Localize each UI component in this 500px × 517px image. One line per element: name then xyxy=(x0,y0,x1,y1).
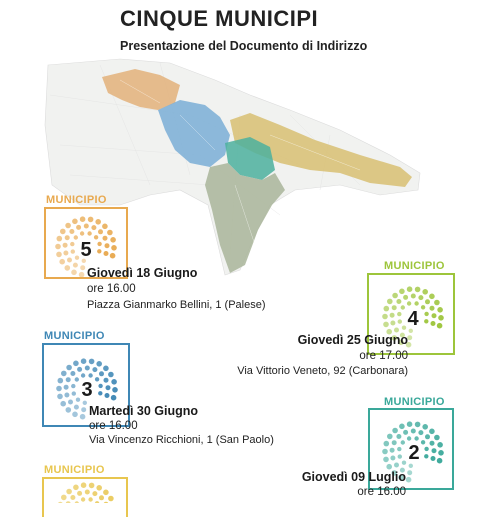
decor-dot xyxy=(398,454,402,458)
decor-dot xyxy=(111,245,117,251)
event-3-date: Martedì 30 Giugno xyxy=(89,404,199,418)
decor-dot xyxy=(84,224,89,229)
decor-dot xyxy=(72,391,76,395)
municipio-1-label: MUNICIPIO xyxy=(44,464,105,476)
decor-dot xyxy=(89,359,95,365)
decor-dot xyxy=(63,251,68,256)
decor-dot xyxy=(77,367,82,372)
event-5-time: ore 16.00 xyxy=(87,283,136,295)
decor-dot xyxy=(92,491,97,496)
decor-dot xyxy=(403,295,408,300)
decor-dot xyxy=(76,225,81,230)
decor-dot xyxy=(414,436,418,440)
decor-dot xyxy=(85,490,90,495)
decor-dot xyxy=(437,458,443,464)
event-5-place: Piazza Gianmarko Bellini, 1 (Palese) xyxy=(87,299,266,311)
decor-dot xyxy=(414,301,418,305)
decor-dot xyxy=(406,477,412,483)
decor-dot xyxy=(87,231,91,235)
decor-dot xyxy=(66,365,72,371)
municipio-2-label: MUNICIPIO xyxy=(384,396,445,408)
decor-dot xyxy=(77,491,82,496)
decor-dot xyxy=(104,378,109,383)
decor-dot xyxy=(64,385,69,390)
decor-dot xyxy=(70,242,74,246)
decor-dot xyxy=(424,454,428,458)
decor-dot xyxy=(112,387,118,393)
decor-dot xyxy=(61,495,67,501)
decor-dot xyxy=(437,307,443,313)
decor-dot xyxy=(407,436,411,440)
decor-dot xyxy=(418,430,423,435)
decor-dot xyxy=(95,219,101,225)
decor-dot xyxy=(387,299,393,305)
decor-dot xyxy=(69,229,74,234)
decor-dot xyxy=(96,361,102,367)
decor-dot xyxy=(394,463,399,468)
decor-dot xyxy=(57,394,63,400)
decor-dot xyxy=(407,301,411,305)
event-3-place: Via Vincenzo Ricchioni, 1 (San Paolo) xyxy=(89,434,274,446)
decor-dot xyxy=(103,236,108,241)
decor-dot xyxy=(91,225,96,230)
decor-dot xyxy=(57,236,63,242)
municipio-3-label: MUNICIPIO xyxy=(44,330,105,342)
decor-dot xyxy=(392,305,397,310)
decor-dot xyxy=(73,361,79,367)
decor-dot xyxy=(66,377,71,382)
decor-dot xyxy=(425,434,430,439)
decor-dot xyxy=(73,263,78,268)
municipio-3-number: 3 xyxy=(81,379,93,401)
decor-dot xyxy=(72,219,78,225)
event-5-date: Giovedì 18 Giugno xyxy=(87,266,198,280)
decor-dot xyxy=(95,501,99,503)
decor-dot xyxy=(99,371,104,376)
decor-dot xyxy=(75,501,79,503)
municipio-5-number: 5 xyxy=(80,239,92,261)
event-2-date: Giovedì 09 Luglio xyxy=(301,470,406,484)
decor-dot xyxy=(386,464,392,470)
dot-arc-1 xyxy=(44,479,126,503)
decor-dot xyxy=(67,258,72,263)
map-municipio-4 xyxy=(205,163,285,273)
decor-dot xyxy=(107,230,113,236)
decor-dot xyxy=(422,424,428,430)
decor-dot xyxy=(108,372,114,378)
decor-dot xyxy=(81,407,86,412)
decor-dot xyxy=(70,371,75,376)
decor-dot xyxy=(424,312,428,316)
decor-dot xyxy=(411,429,416,434)
decor-dot xyxy=(390,313,395,318)
decor-dot xyxy=(89,483,95,489)
decor-dot xyxy=(64,393,69,398)
decor-dot xyxy=(422,289,428,295)
decor-dot xyxy=(430,306,435,311)
decor-dot xyxy=(81,482,87,488)
decor-dot xyxy=(61,371,67,377)
page-subtitle: Presentazione del Documento di Indirizzo xyxy=(120,39,368,53)
decor-dot xyxy=(390,448,395,453)
decor-dot xyxy=(65,265,71,271)
municipio-5-label: MUNICIPIO xyxy=(46,194,107,206)
decor-dot xyxy=(56,252,62,258)
decor-dot xyxy=(65,235,70,240)
decor-dot xyxy=(437,442,443,448)
decor-dot xyxy=(96,485,102,491)
decor-dot xyxy=(438,315,444,321)
decor-dot xyxy=(74,405,79,410)
municipio-1-badge xyxy=(42,477,128,517)
decor-dot xyxy=(81,358,87,364)
decor-dot xyxy=(98,384,102,388)
decor-dot xyxy=(79,272,85,277)
decor-dot xyxy=(85,366,90,371)
municipio-4-number: 4 xyxy=(407,308,419,330)
decor-dot xyxy=(392,428,398,434)
decor-dot xyxy=(60,229,66,235)
decor-dot xyxy=(392,293,398,299)
decor-dot xyxy=(384,441,390,447)
decor-dot xyxy=(80,265,85,270)
decor-dot xyxy=(66,489,72,495)
decor-dot xyxy=(102,224,108,230)
decor-dot xyxy=(429,294,435,300)
decor-dot xyxy=(431,456,436,461)
page-title: CINQUE MUNICIPI xyxy=(120,6,319,31)
decor-dot xyxy=(98,229,103,234)
decor-dot xyxy=(407,470,412,475)
decor-dot xyxy=(383,457,389,463)
decor-dot xyxy=(434,300,440,306)
decor-dot xyxy=(397,447,401,451)
decor-dot xyxy=(430,441,435,446)
decor-dot xyxy=(415,287,421,293)
decor-dot xyxy=(438,450,444,456)
decor-dot xyxy=(71,249,75,253)
decor-dot xyxy=(68,400,73,405)
decor-dot xyxy=(425,299,430,304)
decor-dot xyxy=(399,424,405,430)
decor-dot xyxy=(71,384,75,388)
decor-dot xyxy=(415,422,421,428)
decor-dot xyxy=(55,244,61,250)
decor-dot xyxy=(407,286,413,292)
event-2-time: ore 16.00 xyxy=(357,486,406,498)
decor-dot xyxy=(387,434,393,440)
decor-dot xyxy=(390,321,395,326)
decor-dot xyxy=(108,496,114,502)
decor-dot xyxy=(110,253,116,259)
decor-dot xyxy=(424,447,428,451)
decor-dot xyxy=(383,322,389,328)
decor-dot xyxy=(106,385,111,390)
decor-dot xyxy=(396,434,401,439)
decor-dot xyxy=(103,366,109,372)
decor-dot xyxy=(59,259,65,265)
decor-dot xyxy=(418,295,423,300)
decor-dot xyxy=(399,289,405,295)
decor-dot xyxy=(88,217,94,223)
decor-dot xyxy=(56,386,62,392)
decor-dot xyxy=(398,319,402,323)
municipio-2-number: 2 xyxy=(408,442,420,464)
decor-dot xyxy=(403,430,408,435)
decor-dot xyxy=(434,435,440,441)
event-3-time: ore 16.00 xyxy=(89,420,138,432)
decor-dot xyxy=(80,216,86,222)
decor-dot xyxy=(431,321,436,326)
decor-dot xyxy=(80,231,84,235)
decor-dot xyxy=(71,270,77,276)
decor-dot xyxy=(66,407,72,413)
event-4-date: Giovedì 25 Giugno xyxy=(297,333,408,347)
decor-dot xyxy=(60,401,66,407)
event-4-time: ore 17.00 xyxy=(359,350,408,362)
decor-dot xyxy=(432,313,437,318)
decor-dot xyxy=(58,378,64,384)
decor-dot xyxy=(392,440,397,445)
decor-dot xyxy=(411,294,416,299)
decor-dot xyxy=(63,243,68,248)
decor-dot xyxy=(382,449,388,455)
decor-dot xyxy=(88,373,92,377)
decor-dot xyxy=(92,367,97,372)
decor-dot xyxy=(390,456,395,461)
decor-dot xyxy=(384,306,390,312)
decor-dot xyxy=(397,312,401,316)
decor-dot xyxy=(97,242,101,246)
decor-dot xyxy=(81,373,85,377)
decor-dot xyxy=(394,328,399,333)
decor-dot xyxy=(437,323,443,329)
event-4-place: Via Vittorio Veneto, 92 (Carbonara) xyxy=(237,365,408,377)
decor-dot xyxy=(66,501,71,503)
decor-dot xyxy=(80,414,86,420)
decor-dot xyxy=(396,299,401,304)
decor-dot xyxy=(382,314,388,320)
decor-dot xyxy=(111,395,117,401)
decor-dot xyxy=(105,393,110,398)
decor-dot xyxy=(424,319,428,323)
decor-dot xyxy=(72,412,78,418)
decor-dot xyxy=(429,429,435,435)
decor-dot xyxy=(103,490,109,496)
decor-dot xyxy=(105,243,110,248)
decor-dot xyxy=(104,251,109,256)
decor-dot xyxy=(58,502,64,503)
decor-dot xyxy=(97,249,101,253)
decor-dot xyxy=(98,391,102,395)
decor-dot xyxy=(70,495,75,500)
decor-dot xyxy=(65,223,71,229)
decor-dot xyxy=(104,502,109,503)
municipio-4-label: MUNICIPIO xyxy=(384,260,445,272)
decor-dot xyxy=(111,379,117,385)
decor-dot xyxy=(73,485,79,491)
decor-dot xyxy=(407,421,413,427)
decor-dot xyxy=(110,237,116,243)
decor-dot xyxy=(432,448,437,453)
